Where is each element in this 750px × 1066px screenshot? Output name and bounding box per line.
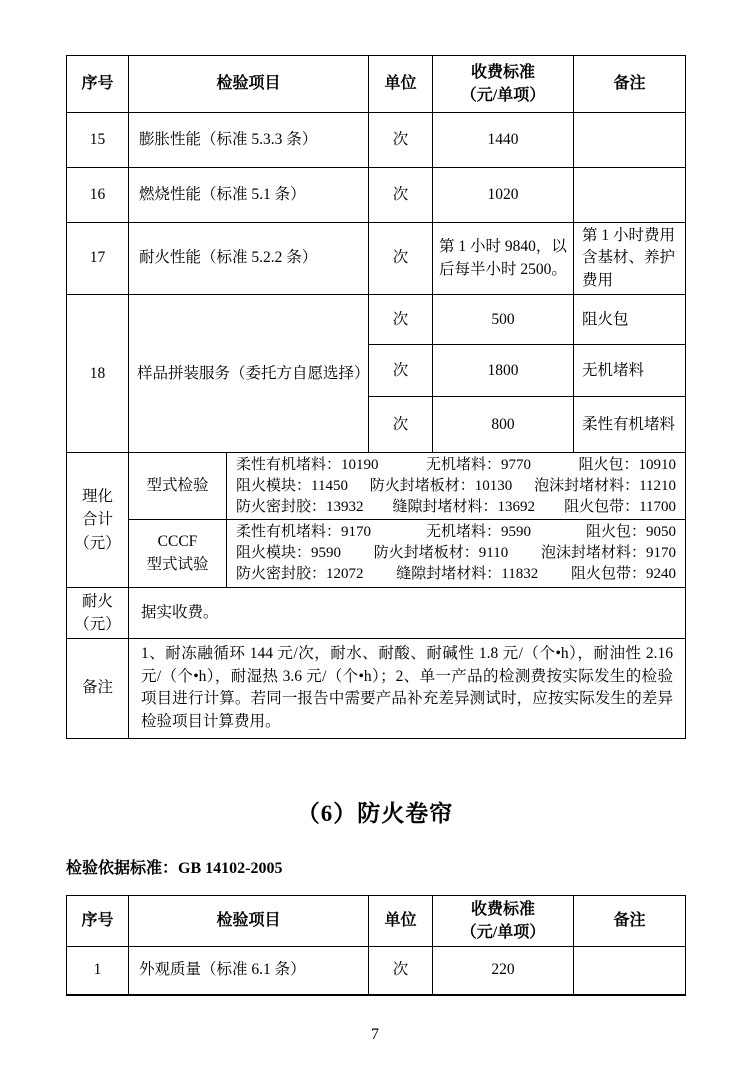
totals-label-line: 理化 (81, 488, 113, 506)
row-fee: 1800 (433, 345, 574, 397)
totals-line (236, 455, 676, 476)
fire-resistance-label-line: （元） (74, 615, 121, 633)
row-unit: 次 (369, 946, 433, 995)
totals-type-label: 型式检验 (129, 453, 227, 520)
fee-table-sealing-materials (66, 55, 686, 739)
totals-line (236, 522, 676, 543)
header-fee-line1: 收费标准 (471, 900, 536, 918)
totals-row-cccf (67, 520, 686, 587)
row-no: 1 (67, 946, 129, 995)
document-page (0, 55, 750, 1066)
header-item: 检验项目 (129, 895, 369, 946)
table-header-row (67, 895, 686, 946)
header-no: 序号 (67, 56, 129, 113)
row-no: 18 (67, 295, 129, 453)
totals-item: 缝隙封堵材料：13692 (392, 498, 536, 515)
row-item: 耐火性能（标准 5.2.2 条） (129, 223, 369, 295)
totals-type-label (129, 520, 227, 587)
header-unit: 单位 (369, 56, 433, 113)
row-no: 16 (67, 168, 129, 223)
table-row (67, 168, 686, 223)
totals-item: 柔性有机堵料：10190 (236, 457, 379, 474)
fee-table-fire-shutter (66, 895, 686, 997)
totals-item: 阻火包：9050 (586, 524, 677, 541)
header-remark: 备注 (574, 895, 686, 946)
totals-item: 阻火包带：11700 (564, 498, 677, 515)
row-remark: 柔性有机堵料 (574, 397, 686, 453)
row-remark: 第 1 小时费用含基材、养护费用 (574, 223, 686, 295)
remarks-row (67, 639, 686, 739)
totals-line (236, 497, 676, 518)
row-remark (574, 113, 686, 168)
totals-type-line: 型式试验 (146, 555, 209, 573)
totals-item: 防火封堵板材：10130 (369, 478, 513, 495)
row-unit: 次 (369, 168, 433, 223)
standard-reference: 检验依据标准：GB 14102-2005 (66, 859, 283, 877)
remarks-content: 1、耐冻融循环 144 元/次，耐水、耐酸、耐碱性 1.8 元/（个•h），耐油性 2.16 元/（个•h），耐湿热 3.6 元/（个•h）；2、单一产品的检测费按实际发生的检验项目进行计算。若同一报告中需要产品补充差异测试时，应按实际发生的差异检验项目计算费用。 (129, 639, 686, 739)
row-fee: 第 1 小时 9840，以后每半小时 2500。 (433, 223, 574, 295)
row-unit: 次 (369, 113, 433, 168)
header-item: 检验项目 (129, 56, 369, 113)
totals-item: 阻火模块：9590 (236, 545, 342, 562)
totals-type-line: CCCF (157, 533, 198, 551)
row-item: 外观质量（标准 6.1 条） (129, 946, 369, 995)
row-unit: 次 (369, 345, 433, 397)
totals-row-type-test (67, 453, 686, 520)
row-fee: 1020 (433, 168, 574, 223)
remarks-label: 备注 (67, 639, 129, 739)
totals-line (236, 543, 676, 564)
totals-line (236, 564, 676, 585)
totals-item: 无机堵料：9590 (426, 524, 532, 541)
totals-item: 防火封堵板材：9110 (373, 545, 509, 562)
totals-item: 柔性有机堵料：9170 (236, 524, 372, 541)
row-fee: 220 (433, 946, 574, 995)
header-fee (433, 895, 574, 946)
totals-label-line: （元） (74, 534, 121, 552)
header-no: 序号 (67, 895, 129, 946)
table-row (67, 113, 686, 168)
header-unit: 单位 (369, 895, 433, 946)
row-unit: 次 (369, 295, 433, 345)
totals-label-line: 合计 (81, 511, 113, 529)
header-remark: 备注 (574, 56, 686, 113)
fire-resistance-fee-row (67, 587, 686, 639)
totals-item: 无机堵料：9770 (426, 457, 532, 474)
table-row (67, 223, 686, 295)
row-remark: 无机堵料 (574, 345, 686, 397)
table-row (67, 946, 686, 995)
row-remark (574, 168, 686, 223)
row-fee: 500 (433, 295, 574, 345)
row-unit: 次 (369, 397, 433, 453)
row-unit: 次 (369, 223, 433, 295)
row-remark: 阻火包 (574, 295, 686, 345)
totals-item: 泡沫封堵材料：11210 (534, 478, 677, 495)
header-fee (433, 56, 574, 113)
fire-resistance-label-line: 耐火 (81, 592, 113, 610)
row-fee: 1440 (433, 113, 574, 168)
header-fee-line2: （元/单项） (460, 87, 546, 104)
header-fee-line2: （元/单项） (460, 923, 546, 941)
row-fee: 800 (433, 397, 574, 453)
totals-line (236, 476, 676, 497)
totals-item: 防火密封胶：12072 (236, 565, 364, 582)
totals-item: 缝隙封堵材料：11832 (396, 565, 539, 582)
row-no: 17 (67, 223, 129, 295)
row-item: 样品拼装服务（委托方自愿选择） (129, 295, 369, 453)
totals-item: 泡沫封堵材料：9170 (541, 545, 677, 562)
header-fee-line1: 收费标准 (471, 63, 536, 81)
totals-label (67, 453, 129, 587)
table-row-18-sub (67, 295, 686, 345)
fire-resistance-content: 据实收费。 (129, 587, 686, 639)
totals-item: 防火密封胶：13932 (236, 498, 364, 515)
totals-values (227, 520, 686, 587)
section-heading: （6）防火卷帘 (296, 800, 454, 826)
totals-item: 阻火模块：11450 (236, 478, 348, 495)
totals-values (227, 453, 686, 520)
page-number: 7 (371, 1026, 379, 1044)
row-item: 燃烧性能（标准 5.1 条） (129, 168, 369, 223)
fire-resistance-label (67, 587, 129, 639)
totals-item: 阻火包：10910 (578, 457, 677, 474)
row-no: 15 (67, 113, 129, 168)
totals-item: 阻火包带：9240 (571, 565, 677, 582)
row-remark (574, 946, 686, 995)
row-item: 膨胀性能（标准 5.3.3 条） (129, 113, 369, 168)
table-header-row (67, 56, 686, 113)
